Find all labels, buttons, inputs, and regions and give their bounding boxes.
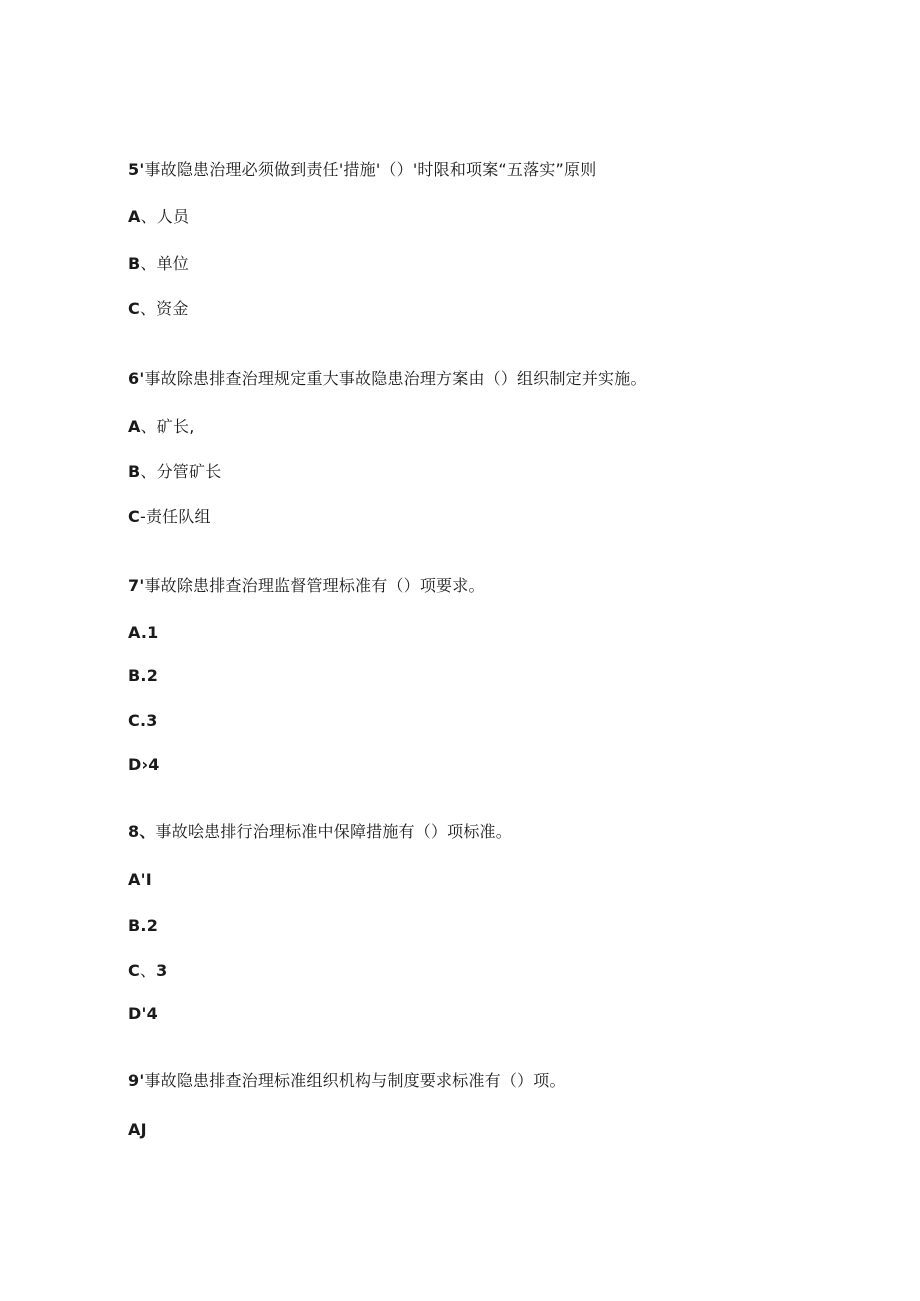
option-text: 2 (146, 666, 159, 685)
option-separator: › (141, 755, 149, 774)
option-label: A (128, 623, 141, 642)
question-number: 6' (128, 369, 145, 388)
option-5b (128, 254, 189, 274)
option-label: C (128, 507, 140, 526)
option-text: 2 (146, 916, 159, 935)
option-label: B (128, 462, 141, 481)
question-5 (128, 160, 596, 180)
option-text: 4 (148, 755, 160, 774)
option-5a (128, 207, 189, 227)
option-text: 3 (156, 961, 168, 980)
option-text: 责任队组 (145, 507, 211, 526)
option-text: 矿长, (156, 417, 195, 436)
option-6c (128, 507, 211, 527)
option-text: 3 (146, 711, 158, 730)
option-label: D (128, 1004, 142, 1023)
option-label: A (128, 207, 141, 226)
option-7a (128, 623, 159, 643)
question-number: 5' (128, 160, 145, 179)
option-separator: 、 (140, 254, 157, 273)
question-text: 事故除患排查治理规定重大事故隐患治理方案由（）组织制定并实施。 (144, 369, 647, 388)
option-text: 4 (146, 1004, 158, 1023)
option-label: A (128, 1120, 141, 1139)
option-separator: ' (141, 1004, 147, 1023)
option-9a (128, 1120, 147, 1140)
question-8 (128, 822, 512, 842)
question-text: 事故哙患排行治理标准中保障措施有（）项标准。 (155, 822, 512, 841)
option-label: D (128, 755, 142, 774)
option-text: 1 (147, 623, 159, 642)
question-number: 7' (128, 576, 145, 595)
option-8d (128, 1004, 158, 1024)
option-text: 单位 (156, 254, 190, 273)
question-6 (128, 369, 647, 389)
option-separator: . (140, 916, 147, 935)
option-separator: 、 (140, 462, 157, 481)
option-6a (128, 417, 194, 437)
option-label: B (128, 916, 141, 935)
option-7d (128, 755, 160, 775)
question-number: 8、 (128, 822, 156, 841)
option-label: C (128, 299, 140, 318)
option-separator: . (140, 666, 147, 685)
option-7b (128, 666, 158, 686)
option-8b (128, 916, 158, 936)
option-separator: 、 (139, 961, 157, 980)
option-text: 人员 (156, 207, 190, 226)
option-separator: 、 (140, 417, 157, 436)
option-separator: 、 (140, 207, 157, 226)
option-6b (128, 462, 221, 482)
option-8a (128, 870, 152, 890)
option-label: A (128, 870, 141, 889)
option-separator: - (139, 507, 146, 526)
question-9 (128, 1071, 566, 1091)
option-8c (128, 961, 168, 981)
option-separator: . (140, 623, 148, 642)
option-text: I (145, 870, 152, 889)
option-separator: ' (140, 870, 146, 889)
question-text: 事故除患排查治理监督管理标准有（）项要求。 (144, 576, 485, 595)
option-separator: 、 (139, 299, 157, 318)
option-separator: . (139, 711, 147, 730)
option-label: B (128, 254, 141, 273)
question-text: 事故隐患治理必须做到责任'措施'（）'时限和项案“五落实”原则 (144, 160, 597, 179)
option-separator: J (140, 1120, 147, 1139)
question-number: 9' (128, 1071, 145, 1090)
option-7c (128, 711, 158, 731)
option-5c (128, 299, 189, 319)
question-7 (128, 576, 485, 596)
option-label: B (128, 666, 141, 685)
option-text: 资金 (156, 299, 189, 318)
option-text: 分管矿长 (156, 462, 222, 481)
option-label: C (128, 961, 140, 980)
option-label: A (128, 417, 141, 436)
option-label: C (128, 711, 140, 730)
question-text: 事故隐患排查治理标准组织机构与制度要求标准有（）项。 (144, 1071, 566, 1090)
